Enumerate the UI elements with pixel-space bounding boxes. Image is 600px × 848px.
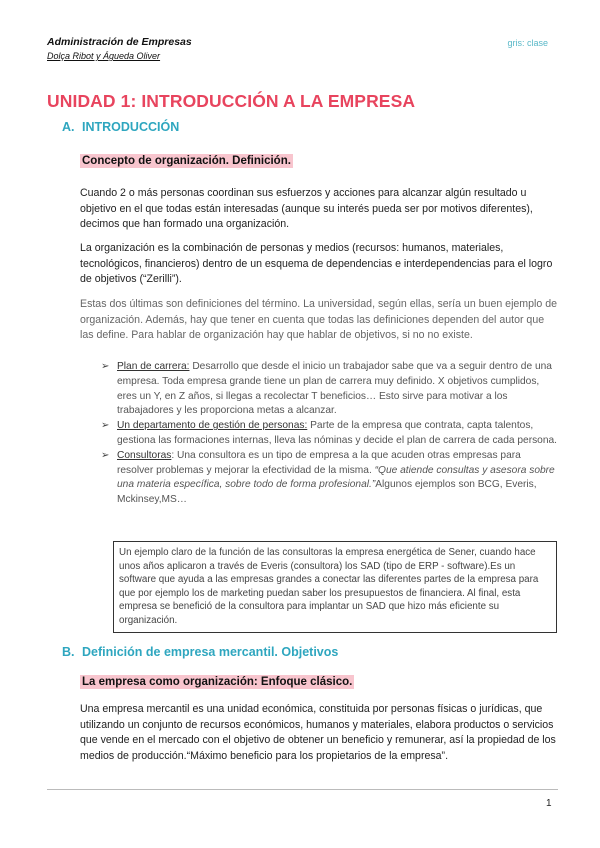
bullet-term: Plan de carrera: — [117, 361, 190, 372]
authors: Dolça Ribot y Águeda Oliver — [47, 51, 161, 61]
paragraph-comment: Estas dos últimas son definiciones del término. La universidad, según ellas, sería un buen ejemplo de organización. Además, hay que tener en cuenta que todas las definiciones dependen del autor que las define. Para hablar de organización hay que hablar de objetivos, si no no existe. — [80, 298, 557, 341]
bullet-list — [103, 360, 558, 508]
list-item — [103, 419, 558, 449]
section-a-title: INTRODUCCIÓN — [82, 120, 180, 134]
course-title: Administración de Empresas — [47, 36, 192, 48]
list-item — [103, 360, 558, 419]
arrow-bullet-icon: ➢ — [101, 420, 110, 432]
section-a-highlight: Concepto de organización. Definición. — [82, 155, 291, 167]
example-box: Un ejemplo claro de la función de las consultoras la empresa energética de Sener, cuando hace unos años aplicaron a través de Everis (consultora) los SAD (tipo de ERP - software).Es un software que ayuda a las empresas grandes a conectar las diferentes partes de la empresa para que por ejemplo los de marketing puedan saber los presupuestos de financiera. Al final, esta empresa se benefició de la consultora para implantar un SAD que hizo más eficiente su organización. — [113, 541, 557, 633]
section-a-letter: A. — [62, 120, 75, 134]
bullet-text: Parte de la empresa que contrata, capta talentos, gestiona las formaciones internas, lleva las nóminas y decide el plan de carrera de cada persona. — [117, 420, 558, 446]
arrow-bullet-icon: ➢ — [101, 449, 110, 461]
section-b-letter: B. — [62, 645, 75, 659]
list-item — [103, 449, 558, 508]
footer-divider — [47, 789, 558, 790]
bullet-examples: Algunos ejemplos son BCG, Everis, Mckinsey,MS… — [117, 479, 537, 506]
unit-title: UNIDAD 1: INTRODUCCIÓN A LA EMPRESA — [47, 91, 416, 111]
bullet-term: Consultoras — [117, 449, 172, 461]
bullet-text: Desarrollo que desde el inicio un trabajador sabe que va a seguir dentro de una empresa. Toda empresa grande tiene un plan de carrera muy definido. X objetivos cumplidos, eres un Y, en Z años, si llegas a recolectar T beneficios… Esto sirve para motivar a los trabajadores y les proporciona metas a alcanzar. — [117, 361, 552, 417]
bullet-text: : Una consultora es un tipo de empresa a la que acuden otras empresas para resolver problemas y mejorar la efectividad de la misma. — [117, 449, 521, 476]
bullet-term: Un departamento de gestión de personas: — [117, 420, 308, 432]
section-b-title: Definición de empresa mercantil. Objetivos — [82, 645, 339, 659]
color-legend-tag: gris: clase — [507, 38, 548, 48]
page-header — [47, 36, 192, 61]
bullet-quote: “Que atiende consultas y asesora sobre una materia específica, sobre todo de forma profesional.” — [117, 464, 555, 491]
paragraph-empresa-mercantil: Una empresa mercantil es una unidad económica, constituida por personas físicas o jurídicas, que utilizando un conjunto de recursos económicos, humanos y materiales, elabora productos o servicios que vende en el mercado con el objetivo de obtener un beneficio y remunerar, así la propiedad de los medios de producción.“Máximo beneficio para los propietarios de la empresa”. — [80, 703, 556, 762]
section-b-highlight: La empresa como organización: Enfoque clásico. — [82, 676, 353, 688]
section-a-heading — [62, 120, 179, 134]
section-b-heading — [62, 645, 338, 659]
page-number: 1 — [546, 798, 552, 809]
paragraph-definition-1: Cuando 2 o más personas coordinan sus esfuerzos y acciones para alcanzar algún resultado u objetivo en el que todas están interesadas (aunque su interés pueda ser por motivos diferentes), decimos que han formado una organización. — [80, 187, 533, 230]
arrow-bullet-icon: ➢ — [101, 361, 110, 372]
paragraph-definition-2: La organización es la combinación de personas y medios (recursos: humanos, materiales, tecnológicos, financieros) dentro de un esquema de dependencias e interdependencias para el logro de objetivos (“Zerilli”). — [80, 242, 553, 285]
